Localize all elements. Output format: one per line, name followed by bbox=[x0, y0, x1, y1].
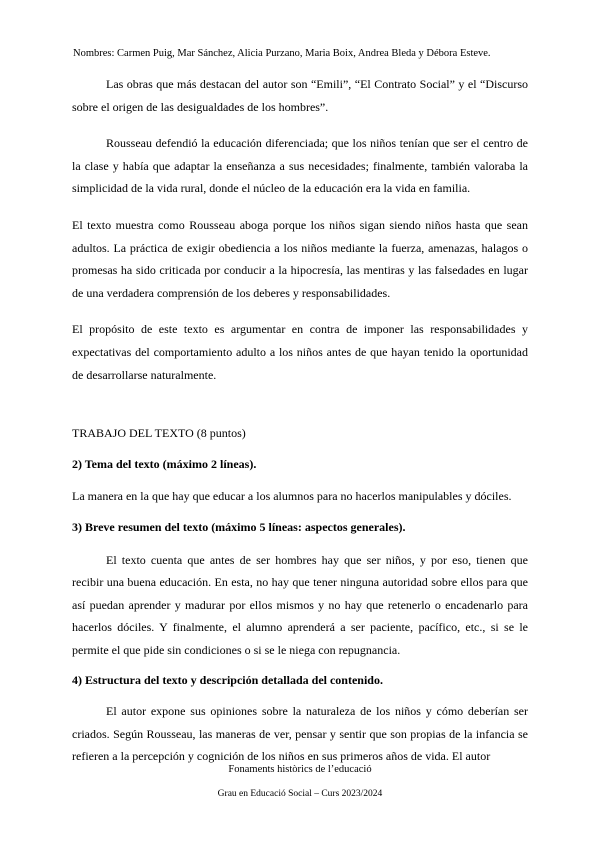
paragraph-works: Las obras que más destacan del autor son “Emili”, “El Contrato Social” y el “Discurso sobre el origen de las desigualdades de los hombres”. bbox=[72, 77, 528, 114]
paragraph-structure: El autor expone sus opiniones sobre la naturaleza de los niños y cómo deberían ser criados. Según Rousseau, las maneras de ver, pensar y sentir que son propias de la infancia se refieren a la percepción y cognición de los niños en sus primeros años de vida. El autor bbox=[72, 704, 528, 764]
page-content bbox=[72, 73, 528, 768]
paragraph-summary: El texto cuenta que antes de ser hombres hay que ser niños, y por eso, tienen que recibir una buena educación. En esta, no hay que tener ninguna autoridad sobre ellos para que así puedan aprender y madurar por ellos mismos y no hay que retenerlo o encadenarlo para hacerlos dóciles. Y finalmente, el alumno aprenderá a ser paciente, pacífico, etc., si se le permite el que pide sin condiciones o si se le niega con repugnancia. bbox=[72, 552, 528, 657]
heading-theme: 2) Tema del texto (máximo 2 líneas). bbox=[72, 456, 257, 471]
heading-summary: 3) Breve resumen del texto (máximo 5 líneas: aspectos generales). bbox=[72, 519, 406, 534]
footer-degree: Grau en Educació Social – Curs 2023/2024 bbox=[217, 789, 383, 799]
footer-course-title: Fonaments històrics de l’educació bbox=[228, 764, 372, 775]
paragraph-text-shows: El texto muestra como Rousseau aboga porque los niños sigan siendo niños hasta que sean adultos. La práctica de exigir obediencia a los niños mediante la fuerza, amenazas, halagos o promesas ha sido criticada por conducir a la hipocresía, las mentiras y las falsedades en lugar de una verdadera comprensión de los deberes y responsabilidades. bbox=[72, 217, 528, 300]
paragraph-purpose: El propósito de este texto es argumentar en contra de imponer las responsabilidades y expectativas del comportamiento adulto a los niños antes de que hayan tenido la oportunidad de desarrollarse naturalmente. bbox=[72, 322, 528, 382]
paragraph-differentiated-education: Rousseau defendió la educación diferenciada; que los niños tenían que ser el centro de la clase y había que adaptar la enseñanza a sus necesidades; finalmente, también valoraba la simplicidad de la vida rural, donde el núcleo de la educación era la vida en familia. bbox=[72, 136, 528, 196]
paragraph-theme: La manera en la que hay que educar a los alumnos para no hacerlos manipulables y dóciles. bbox=[72, 489, 512, 504]
authors-line: Nombres: Carmen Puig, Mar Sánchez, Alicia Purzano, Maria Boix, Andrea Bleda y Débora Esteve. bbox=[73, 48, 491, 59]
heading-structure: 4) Estructura del texto y descripción detallada del contenido. bbox=[72, 673, 383, 688]
section-title: TRABAJO DEL TEXTO (8 puntos) bbox=[72, 426, 246, 441]
